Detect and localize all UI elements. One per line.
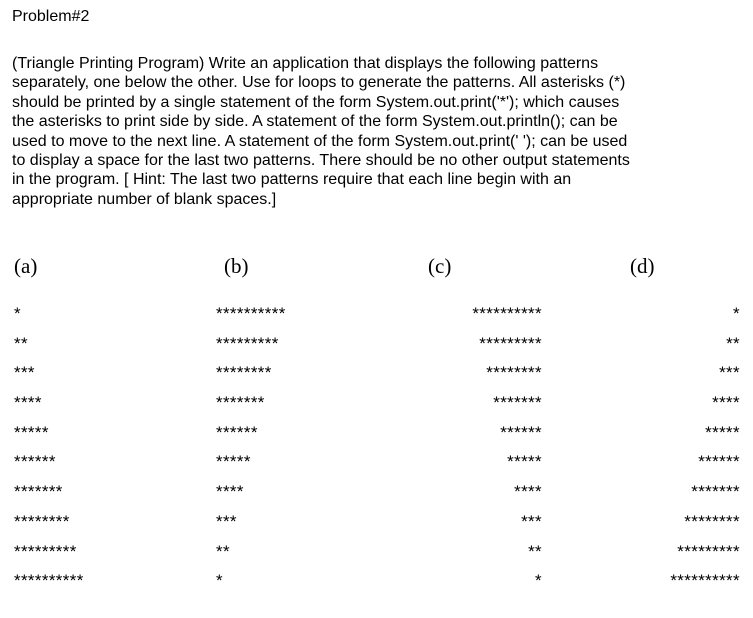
pattern-row: ******* — [216, 393, 265, 413]
pattern-row: ********** — [216, 304, 286, 323]
pattern-row: ***** — [14, 422, 49, 442]
pattern-row: *** — [521, 511, 542, 531]
pattern-d — [620, 299, 740, 596]
pattern-row: ****** — [14, 452, 56, 472]
pattern-b-label: (b) — [224, 254, 249, 278]
pattern-row: ** — [528, 541, 542, 561]
pattern-row: *** — [719, 363, 740, 383]
pattern-row: ********* — [216, 333, 279, 353]
pattern-row: ******** — [486, 363, 542, 383]
description-line: should be printed by a single statement of the form System.out.print('*'); which causes — [12, 93, 620, 111]
pattern-row: ******** — [216, 363, 272, 383]
pattern-row: ********* — [677, 541, 740, 561]
pattern-row: ***** — [507, 452, 542, 472]
pattern-row: ***** — [705, 422, 740, 442]
pattern-row: ** — [14, 333, 28, 353]
pattern-row: ********* — [14, 541, 77, 561]
description-line: (Triangle Printing Program) Write an application that displays the following patterns — [12, 55, 599, 72]
pattern-row: **** — [216, 482, 244, 502]
pattern-row: ******* — [691, 482, 740, 502]
description-line: the asterisks to print side by side. A statement of the form System.out.println(); can be — [12, 113, 618, 131]
problem-description — [12, 54, 748, 209]
pattern-d-label: (d) — [630, 254, 655, 278]
pattern-row: ** — [726, 333, 740, 353]
pattern-row: **** — [514, 482, 542, 502]
pattern-row: ***** — [216, 452, 251, 472]
description-line: to display a space for the last two patterns. There should be no other output statements — [12, 152, 630, 170]
description-line: in the program. [ Hint: The last two patterns require that each line begin with an — [12, 171, 572, 189]
pattern-a-label: (a) — [14, 254, 38, 278]
pattern-row: ******* — [14, 482, 63, 502]
pattern-row: * — [14, 304, 21, 323]
description-line: separately, one below the other. Use for loops to generate the patterns. All asterisks (*) — [12, 74, 626, 92]
description-line: appropriate number of blank spaces.] — [12, 190, 277, 208]
pattern-b — [216, 299, 286, 596]
pattern-c-label: (c) — [428, 254, 452, 278]
pattern-row: **** — [712, 393, 740, 413]
pattern-row: ********* — [479, 333, 542, 353]
pattern-row: * — [733, 304, 740, 323]
pattern-row: ******** — [14, 511, 70, 531]
pattern-row: *** — [14, 363, 35, 383]
pattern-row: ******** — [684, 511, 740, 531]
problem-title: Problem#2 — [12, 8, 90, 25]
pattern-row: ********** — [670, 571, 740, 591]
pattern-row: ********** — [472, 304, 542, 323]
pattern-row: ********** — [14, 571, 84, 591]
pattern-row: ******* — [493, 393, 542, 413]
pattern-row: ****** — [500, 422, 542, 442]
description-line: used to move to the next line. A statement of the form System.out.print(' '); can be used — [12, 132, 628, 150]
pattern-row: * — [535, 571, 542, 591]
pattern-row: **** — [14, 393, 42, 413]
pattern-a — [14, 299, 84, 596]
pattern-row: * — [216, 571, 223, 591]
pattern-row: *** — [216, 511, 237, 531]
pattern-c — [420, 299, 542, 596]
pattern-row: ****** — [216, 422, 258, 442]
pattern-row: ****** — [698, 452, 740, 472]
pattern-row: ** — [216, 541, 230, 561]
